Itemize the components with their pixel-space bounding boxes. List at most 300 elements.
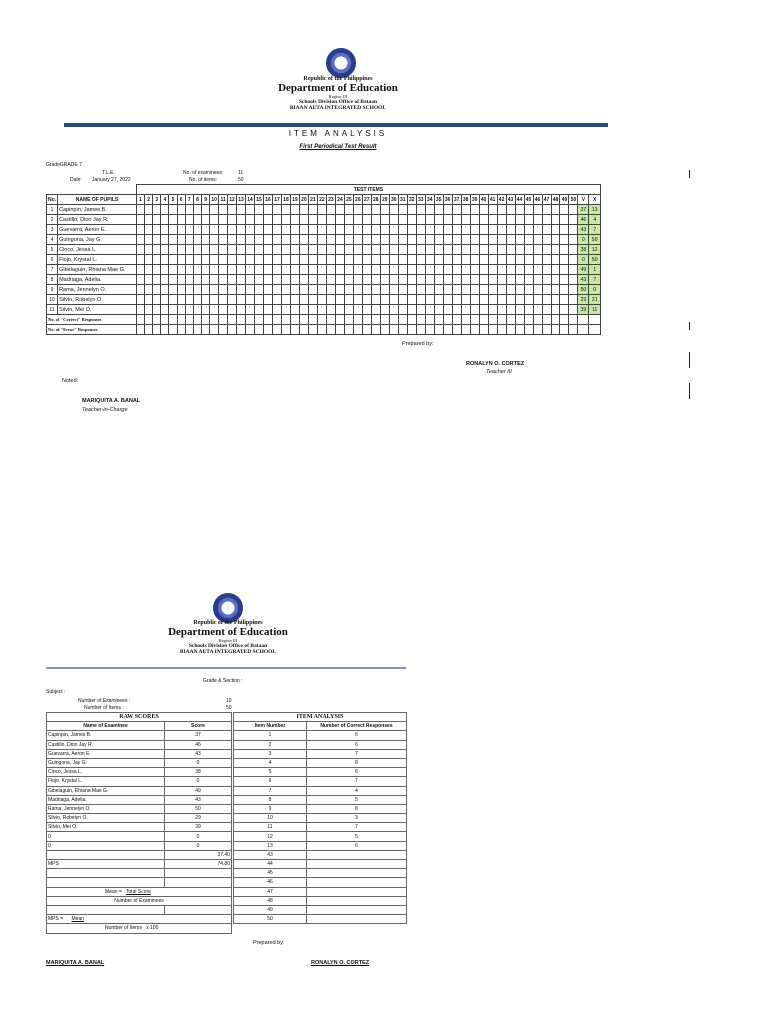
response-count-cell	[488, 315, 497, 325]
response-count-cell	[416, 315, 425, 325]
response-cell	[515, 285, 524, 295]
response-cell	[202, 275, 210, 285]
response-cell	[551, 225, 560, 235]
response-cell	[488, 235, 497, 245]
response-cell	[416, 205, 425, 215]
response-cell	[542, 295, 551, 305]
mean-value: 37.40	[165, 850, 232, 859]
response-cell	[228, 205, 237, 215]
response-cell	[371, 225, 380, 235]
response-cell	[362, 265, 371, 275]
response-cell	[407, 275, 416, 285]
response-cell	[210, 235, 219, 245]
response-cell	[470, 255, 479, 265]
pupil-number: 9	[47, 285, 58, 295]
response-cell	[515, 255, 524, 265]
response-cell	[353, 215, 362, 225]
item-row	[234, 749, 407, 758]
response-cell	[344, 285, 353, 295]
response-cell	[161, 275, 169, 285]
page1-letterhead	[200, 76, 476, 111]
response-cell	[362, 305, 371, 315]
response-cell	[362, 205, 371, 215]
response-cell	[237, 285, 246, 295]
response-cell	[255, 265, 264, 275]
response-cell	[461, 265, 470, 275]
response-cell	[533, 255, 542, 265]
response-cell	[407, 235, 416, 245]
pupil-number: 2	[47, 215, 58, 225]
item-number-header: 22	[319, 196, 325, 203]
response-cell	[335, 275, 344, 285]
times-100-label: x 100	[146, 925, 159, 932]
response-cell	[272, 215, 281, 225]
raw-scores-title: RAW SCORES	[47, 713, 232, 722]
school-label-2: BIAAN AETA INTEGRATED SCHOOL	[179, 649, 277, 655]
response-cell	[161, 225, 169, 235]
item-number: 12	[234, 832, 307, 841]
item-correct-count	[307, 850, 407, 859]
response-cell	[228, 295, 237, 305]
response-count-cell	[326, 325, 335, 335]
response-cell	[425, 205, 434, 215]
raw-score-row	[47, 777, 232, 786]
pupil-name: Madriaga, Adelia.	[58, 275, 137, 285]
response-cell	[416, 255, 425, 265]
response-cell	[443, 285, 452, 295]
response-cell	[308, 205, 317, 215]
noter-name: MARIQUITA A. BANAL	[82, 398, 141, 404]
header-divider	[64, 123, 608, 127]
item-number: 8	[234, 795, 307, 804]
response-cell	[344, 265, 353, 275]
response-cell	[177, 255, 185, 265]
response-cell	[210, 215, 219, 225]
response-cell	[569, 215, 578, 225]
response-count-cell	[362, 315, 371, 325]
item-number: 13	[234, 841, 307, 850]
item-number-header: 10	[211, 196, 217, 203]
response-cell	[515, 205, 524, 215]
item-number-header: 7	[185, 195, 193, 205]
item-number-header: 13	[238, 196, 244, 203]
response-count-cell	[497, 325, 506, 335]
response-count-cell	[344, 315, 353, 325]
response-cell	[524, 295, 533, 305]
response-count-cell	[161, 315, 169, 325]
number-of-items-formula	[47, 924, 232, 933]
response-cell	[524, 225, 533, 235]
response-cell	[136, 265, 144, 275]
item-correct-count: 7	[307, 777, 407, 786]
response-cell	[185, 255, 193, 265]
raw-score-row	[47, 823, 232, 832]
response-cell	[353, 265, 362, 275]
mps-value: 74.80	[165, 860, 232, 869]
examinee-score: 46	[165, 740, 232, 749]
response-cell	[461, 285, 470, 295]
response-cell	[169, 275, 177, 285]
item-row	[234, 915, 407, 924]
response-cell	[344, 205, 353, 215]
item-correct-count	[307, 896, 407, 905]
response-cell	[515, 275, 524, 285]
response-count-cell	[210, 325, 219, 335]
pupil-row	[47, 265, 601, 275]
response-cell	[434, 285, 443, 295]
response-cell	[551, 305, 560, 315]
response-cell	[326, 255, 335, 265]
pupil-number: 4	[47, 235, 58, 245]
response-cell	[443, 265, 452, 275]
item-number-header: 3	[153, 195, 161, 205]
response-cell	[560, 305, 569, 315]
examinee-score: 0	[165, 758, 232, 767]
examinee-score: 43	[165, 749, 232, 758]
pupil-number: 5	[47, 245, 58, 255]
response-cell	[264, 245, 273, 255]
item-correct-count: 8	[307, 804, 407, 813]
response-cell	[153, 305, 161, 315]
response-count-cell	[272, 325, 281, 335]
response-count-cell	[219, 315, 228, 325]
response-cell	[299, 215, 308, 225]
correct-total: 0	[578, 255, 589, 265]
response-cell	[145, 245, 153, 255]
response-cell	[443, 215, 452, 225]
response-count-cell	[551, 325, 560, 335]
response-cell	[344, 255, 353, 265]
response-cell	[479, 235, 488, 245]
response-cell	[193, 205, 201, 215]
response-count-cell	[326, 315, 335, 325]
items-value: 50	[238, 177, 244, 183]
response-cell	[326, 235, 335, 245]
response-cell	[470, 265, 479, 275]
response-cell	[136, 235, 144, 245]
item-row	[234, 841, 407, 850]
response-cell	[210, 245, 219, 255]
response-cell	[335, 295, 344, 305]
examinee-name: Silvio, Mei O.	[47, 823, 165, 832]
response-cell	[542, 245, 551, 255]
raw-score-row	[47, 786, 232, 795]
response-cell	[193, 285, 201, 295]
pupil-row	[47, 245, 601, 255]
response-count-cell	[524, 315, 533, 325]
pupil-row	[47, 275, 601, 285]
raw-score-row	[47, 795, 232, 804]
response-cell	[425, 255, 434, 265]
response-cell	[308, 275, 317, 285]
correct-total: 29	[578, 295, 589, 305]
item-number-header: 25	[346, 196, 352, 203]
response-cell	[551, 245, 560, 255]
response-cell	[237, 265, 246, 275]
response-cell	[169, 225, 177, 235]
response-count-cell	[479, 325, 488, 335]
response-cell	[299, 205, 308, 215]
response-cell	[246, 265, 255, 275]
item-number-header: 45	[525, 196, 532, 203]
response-count-cell	[506, 315, 515, 325]
response-cell	[272, 225, 281, 235]
response-cell	[497, 225, 506, 235]
response-cell	[202, 255, 210, 265]
response-cell	[407, 255, 416, 265]
pupil-name: Capinpin, James B.	[58, 205, 137, 215]
response-cell	[290, 305, 299, 315]
error-responses-label: No. of "Error" Responses	[47, 325, 137, 335]
examinee-score: 0	[165, 777, 232, 786]
response-cell	[326, 245, 335, 255]
response-cell	[153, 265, 161, 275]
item-correct-count: 8	[307, 758, 407, 767]
item-number-header: 34	[426, 196, 433, 203]
response-cell	[551, 265, 560, 275]
pupil-name: Gibelaguin, Rhiana Mae G.	[58, 265, 137, 275]
item-number-header: 15	[256, 196, 262, 203]
response-cell	[281, 255, 290, 265]
response-count-cell	[389, 315, 398, 325]
item-row	[234, 869, 407, 878]
response-cell	[145, 295, 153, 305]
response-cell	[452, 265, 461, 275]
response-cell	[506, 265, 515, 275]
response-cell	[177, 205, 185, 215]
no-header: No.	[48, 196, 57, 203]
response-cell	[153, 205, 161, 215]
response-cell	[461, 245, 470, 255]
item-correct-count	[307, 905, 407, 914]
response-cell	[515, 215, 524, 225]
response-cell	[488, 225, 497, 235]
examinees-label: No. of examinees:	[183, 170, 224, 176]
response-cell	[425, 215, 434, 225]
response-cell	[542, 235, 551, 245]
response-cell	[272, 255, 281, 265]
item-number-header: 32	[408, 196, 415, 203]
response-cell	[169, 305, 177, 315]
pupil-row	[47, 205, 601, 215]
item-analysis-table	[46, 184, 601, 335]
response-cell	[407, 205, 416, 215]
item-correct-count	[307, 915, 407, 924]
response-cell	[461, 275, 470, 285]
response-cell	[237, 235, 246, 245]
response-cell	[246, 245, 255, 255]
response-cell	[389, 265, 398, 275]
response-count-cell	[246, 315, 255, 325]
response-cell	[193, 305, 201, 315]
response-cell	[193, 235, 201, 245]
response-cell	[136, 205, 144, 215]
response-cell	[362, 215, 371, 225]
response-cell	[185, 285, 193, 295]
pupil-name: Guevarra, Aeron E.	[58, 225, 137, 235]
item-number-header: 14	[247, 196, 253, 203]
response-cell	[479, 305, 488, 315]
response-count-cell	[533, 315, 542, 325]
response-cell	[308, 255, 317, 265]
response-cell	[524, 255, 533, 265]
response-cell	[177, 275, 185, 285]
response-cell	[246, 225, 255, 235]
response-cell	[326, 295, 335, 305]
response-cell	[560, 285, 569, 295]
item-correct-count: 6	[307, 740, 407, 749]
response-cell	[299, 265, 308, 275]
response-cell	[210, 295, 219, 305]
response-count-cell	[237, 315, 246, 325]
item-number-column-header: Item Number	[234, 722, 307, 731]
response-cell	[290, 235, 299, 245]
response-cell	[185, 235, 193, 245]
response-cell	[210, 275, 219, 285]
response-cell	[470, 245, 479, 255]
item-row	[234, 905, 407, 914]
response-count-cell	[317, 325, 326, 335]
response-cell	[569, 285, 578, 295]
response-cell	[308, 305, 317, 315]
response-count-cell	[470, 325, 479, 335]
response-count-cell	[443, 325, 452, 335]
pupil-number: 1	[47, 205, 58, 215]
item-row	[234, 804, 407, 813]
examinees-value: 11	[238, 170, 244, 176]
response-cell	[219, 205, 228, 215]
response-count-cell	[193, 325, 201, 335]
error-total: 50	[589, 235, 601, 245]
response-cell	[371, 215, 380, 225]
item-row	[234, 758, 407, 767]
response-cell	[533, 245, 542, 255]
response-cell	[177, 285, 185, 295]
pupil-row	[47, 305, 601, 315]
response-cell	[506, 275, 515, 285]
item-number: 11	[234, 823, 307, 832]
response-cell	[389, 215, 398, 225]
raw-score-row	[47, 814, 232, 823]
response-cell	[560, 275, 569, 285]
response-cell	[380, 285, 389, 295]
items-label-2: Number of Items :	[84, 705, 124, 711]
response-count-cell	[515, 325, 524, 335]
response-cell	[551, 295, 560, 305]
date-label: Date:	[70, 177, 82, 183]
response-cell	[443, 205, 452, 215]
response-cell	[237, 205, 246, 215]
date-value: January 27, 2022	[92, 177, 131, 183]
item-row	[234, 896, 407, 905]
item-number-header: 35	[435, 196, 442, 203]
response-cell	[177, 235, 185, 245]
mps-label: MPS	[47, 860, 165, 869]
response-cell	[470, 235, 479, 245]
response-cell	[488, 295, 497, 305]
response-cell	[569, 205, 578, 215]
response-cell	[344, 275, 353, 285]
response-count-cell	[560, 315, 569, 325]
item-number-header: 16	[265, 196, 271, 203]
response-cell	[380, 295, 389, 305]
response-cell	[237, 215, 246, 225]
response-cell	[461, 295, 470, 305]
item-number-header: 4	[161, 195, 169, 205]
response-cell	[344, 305, 353, 315]
response-cell	[425, 295, 434, 305]
response-cell	[210, 205, 219, 215]
response-count-cell	[515, 315, 524, 325]
response-cell	[185, 305, 193, 315]
response-cell	[228, 225, 237, 235]
item-number: 46	[234, 878, 307, 887]
response-cell	[569, 305, 578, 315]
response-cell	[362, 285, 371, 295]
examinee-name: Rama, Jennelyn O.	[47, 804, 165, 813]
correct-column-header: Number of Correct Responses	[307, 722, 407, 731]
response-cell	[479, 295, 488, 305]
raw-score-row	[47, 841, 232, 850]
response-cell	[560, 265, 569, 275]
response-cell	[425, 305, 434, 315]
pupil-row	[47, 225, 601, 235]
item-number-header: 44	[516, 196, 523, 203]
response-count-cell	[145, 325, 153, 335]
response-cell	[228, 235, 237, 245]
response-cell	[145, 275, 153, 285]
response-cell	[219, 265, 228, 275]
response-cell	[452, 295, 461, 305]
response-cell	[193, 225, 201, 235]
margin-mark	[689, 352, 690, 368]
response-cell	[272, 245, 281, 255]
examinee-name: Flojo, Krystal L.	[47, 777, 165, 786]
examinee-name: Castillo, Dion Jay R.	[47, 740, 165, 749]
error-total: 0	[589, 285, 601, 295]
response-cell	[202, 205, 210, 215]
response-cell	[299, 235, 308, 245]
deped-seal-logo	[326, 48, 356, 78]
school-label: BIAAN AETA INTEGRATED SCHOOL	[289, 105, 387, 111]
pupil-number: 7	[47, 265, 58, 275]
response-cell	[533, 225, 542, 235]
response-cell	[145, 285, 153, 295]
response-cell	[153, 245, 161, 255]
response-cell	[299, 245, 308, 255]
item-number-header: 39	[471, 196, 478, 203]
response-count-cell	[264, 315, 273, 325]
response-cell	[479, 255, 488, 265]
response-cell	[185, 265, 193, 275]
noted-label: Noted:	[62, 378, 79, 384]
pupil-row	[47, 235, 601, 245]
response-cell	[193, 265, 201, 275]
response-cell	[185, 275, 193, 285]
response-cell	[272, 265, 281, 275]
response-count-cell	[470, 315, 479, 325]
response-cell	[246, 305, 255, 315]
pupil-row	[47, 295, 601, 305]
response-count-cell	[407, 325, 416, 335]
response-cell	[551, 215, 560, 225]
response-cell	[506, 245, 515, 255]
response-cell	[515, 245, 524, 255]
response-count-cell	[153, 325, 161, 335]
response-cell	[161, 215, 169, 225]
response-cell	[185, 215, 193, 225]
response-cell	[145, 305, 153, 315]
